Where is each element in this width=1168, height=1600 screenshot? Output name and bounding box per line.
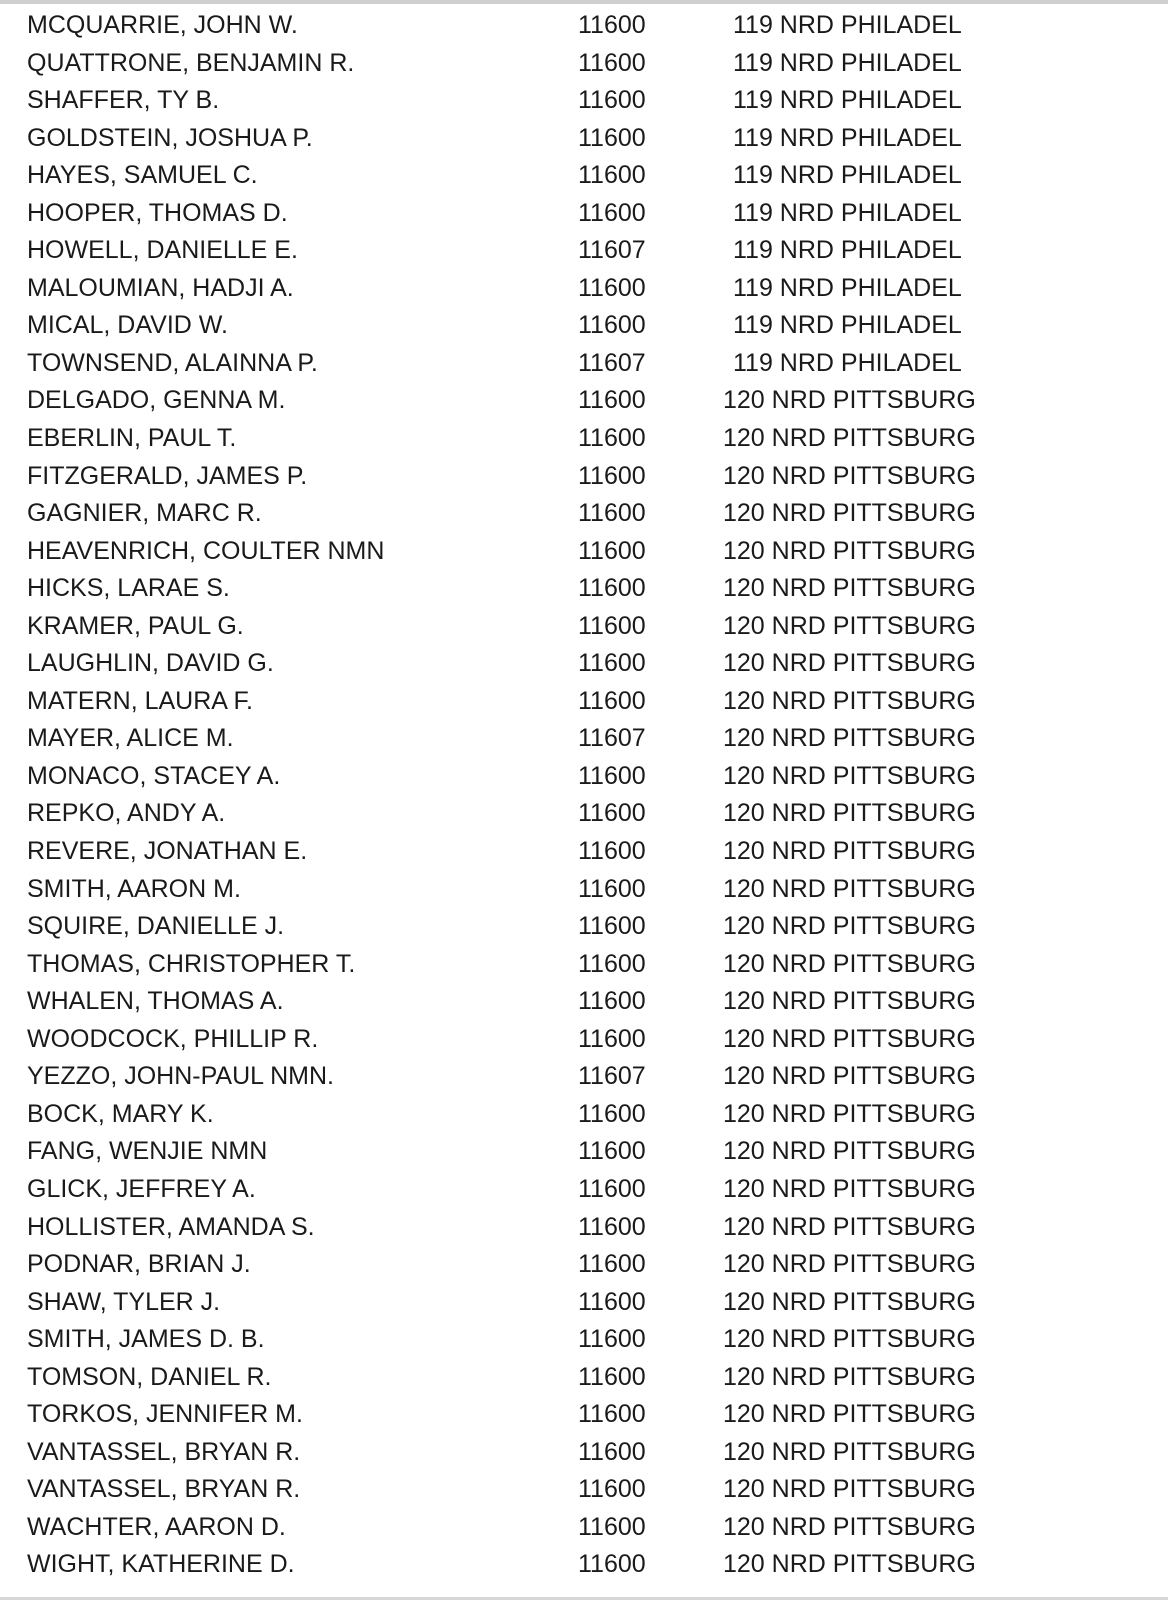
- roster-row: [0, 270, 1168, 308]
- member-name: BOCK, MARY K.: [27, 1099, 214, 1128]
- member-unit: 120 NRD PITTSBURG: [723, 1250, 976, 1279]
- member-unit: 119 NRD PHILADEL: [733, 236, 962, 265]
- roster-row: [0, 1096, 1168, 1134]
- member-unit: 120 NRD PITTSBURG: [723, 837, 976, 866]
- member-code: 11600: [578, 987, 646, 1016]
- member-name: DELGADO, GENNA M.: [27, 386, 286, 415]
- roster-row: [0, 1471, 1168, 1509]
- member-unit: 120 NRD PITTSBURG: [723, 1024, 976, 1053]
- member-name: GLICK, JEFFREY A.: [27, 1174, 256, 1203]
- member-name: GAGNIER, MARC R.: [27, 499, 262, 528]
- roster-row: [0, 7, 1168, 45]
- member-name: HAYES, SAMUEL C.: [27, 161, 258, 190]
- roster-row: [0, 382, 1168, 420]
- member-name: SHAFFER, TY B.: [27, 86, 220, 115]
- roster-row: [0, 645, 1168, 683]
- member-unit: 119 NRD PHILADEL: [733, 273, 962, 302]
- roster-row: [0, 608, 1168, 646]
- member-code: 11600: [578, 499, 646, 528]
- roster-row: [0, 1434, 1168, 1472]
- member-unit: 120 NRD PITTSBURG: [723, 987, 976, 1016]
- scan-top-edge: [0, 0, 1168, 4]
- member-code: 11600: [578, 611, 646, 640]
- member-unit: 120 NRD PITTSBURG: [723, 1512, 976, 1541]
- member-name: YEZZO, JOHN-PAUL NMN.: [27, 1062, 334, 1091]
- member-name: VANTASSEL, BRYAN R.: [27, 1475, 301, 1504]
- member-unit: 119 NRD PHILADEL: [733, 198, 962, 227]
- member-unit: 120 NRD PITTSBURG: [723, 1475, 976, 1504]
- member-name: HOLLISTER, AMANDA S.: [27, 1212, 315, 1241]
- roster-row: [0, 45, 1168, 83]
- roster-row: [0, 458, 1168, 496]
- member-unit: 119 NRD PHILADEL: [733, 48, 962, 77]
- member-code: 11607: [578, 236, 646, 265]
- member-name: WACHTER, AARON D.: [27, 1512, 286, 1541]
- roster-row: [0, 120, 1168, 158]
- member-code: 11600: [578, 123, 646, 152]
- member-name: HOOPER, THOMAS D.: [27, 198, 288, 227]
- member-name: WOODCOCK, PHILLIP R.: [27, 1024, 319, 1053]
- member-code: 11600: [578, 912, 646, 941]
- member-name: TOMSON, DANIEL R.: [27, 1362, 272, 1391]
- member-unit: 120 NRD PITTSBURG: [723, 1437, 976, 1466]
- member-code: 11600: [578, 311, 646, 340]
- roster-row: [0, 1284, 1168, 1322]
- member-unit: 119 NRD PHILADEL: [733, 161, 962, 190]
- member-unit: 119 NRD PHILADEL: [733, 11, 962, 39]
- member-unit: 120 NRD PITTSBURG: [723, 799, 976, 828]
- member-name: FITZGERALD, JAMES P.: [27, 461, 308, 490]
- member-name: HOWELL, DANIELLE E.: [27, 236, 298, 265]
- member-code: 11600: [578, 273, 646, 302]
- member-name: SQUIRE, DANIELLE J.: [27, 912, 285, 941]
- member-unit: 120 NRD PITTSBURG: [723, 1212, 976, 1241]
- roster-row: [0, 720, 1168, 758]
- member-code: 11600: [578, 161, 646, 190]
- member-code: 11600: [578, 198, 646, 227]
- member-name: PODNAR, BRIAN J.: [27, 1250, 251, 1279]
- member-code: 11600: [578, 1475, 646, 1504]
- member-unit: 120 NRD PITTSBURG: [723, 724, 976, 753]
- member-code: 11600: [578, 1362, 646, 1391]
- member-name: WIGHT, KATHERINE D.: [27, 1550, 295, 1579]
- member-name: TOWNSEND, ALAINNA P.: [27, 348, 318, 377]
- roster-row: [0, 683, 1168, 721]
- member-unit: 119 NRD PHILADEL: [733, 123, 962, 152]
- member-name: LAUGHLIN, DAVID G.: [27, 649, 274, 678]
- member-unit: 120 NRD PITTSBURG: [723, 1062, 976, 1091]
- member-name: HEAVENRICH, COULTER NMN: [27, 536, 385, 565]
- member-name: MONACO, STACEY A.: [27, 761, 281, 790]
- member-name: SHAW, TYLER J.: [27, 1287, 221, 1316]
- member-code: 11600: [578, 1400, 646, 1429]
- roster-row: [0, 495, 1168, 533]
- roster-row: [0, 1171, 1168, 1209]
- member-unit: 120 NRD PITTSBURG: [723, 386, 976, 415]
- member-code: 11600: [578, 761, 646, 790]
- member-code: 11600: [578, 424, 646, 453]
- member-code: 11600: [578, 949, 646, 978]
- roster-row: [0, 232, 1168, 270]
- member-code: 11600: [578, 1250, 646, 1279]
- member-unit: 120 NRD PITTSBURG: [723, 761, 976, 790]
- member-unit: 119 NRD PHILADEL: [733, 348, 962, 377]
- roster-row: [0, 1509, 1168, 1547]
- roster-row: [0, 570, 1168, 608]
- member-unit: 120 NRD PITTSBURG: [723, 1287, 976, 1316]
- roster-row: [0, 533, 1168, 571]
- member-code: 11600: [578, 1099, 646, 1128]
- member-unit: 120 NRD PITTSBURG: [723, 461, 976, 490]
- member-unit: 120 NRD PITTSBURG: [723, 686, 976, 715]
- member-code: 11600: [578, 874, 646, 903]
- roster-row: [0, 420, 1168, 458]
- member-unit: 120 NRD PITTSBURG: [723, 1099, 976, 1128]
- member-name: EBERLIN, PAUL T.: [27, 424, 237, 453]
- member-unit: 120 NRD PITTSBURG: [723, 424, 976, 453]
- member-name: SMITH, JAMES D. B.: [27, 1325, 265, 1354]
- member-code: 11600: [578, 386, 646, 415]
- member-name: MATERN, LAURA F.: [27, 686, 253, 715]
- roster-row: [0, 307, 1168, 345]
- roster-row: [0, 1021, 1168, 1059]
- member-unit: 120 NRD PITTSBURG: [723, 1550, 976, 1579]
- member-code: 11600: [578, 1325, 646, 1354]
- member-name: REVERE, JONATHAN E.: [27, 837, 308, 866]
- member-code: 11600: [578, 1437, 646, 1466]
- roster-row: [0, 1396, 1168, 1434]
- roster-row: [0, 946, 1168, 984]
- member-code: 11600: [578, 1024, 646, 1053]
- member-code: 11600: [578, 799, 646, 828]
- member-unit: 120 NRD PITTSBURG: [723, 1400, 976, 1429]
- member-name: THOMAS, CHRISTOPHER T.: [27, 949, 356, 978]
- member-name: SMITH, AARON M.: [27, 874, 241, 903]
- member-code: 11600: [578, 1512, 646, 1541]
- member-code: 11607: [578, 1062, 646, 1091]
- member-code: 11600: [578, 837, 646, 866]
- member-name: FANG, WENJIE NMN: [27, 1137, 268, 1166]
- roster-row: [0, 1209, 1168, 1247]
- roster-row: [0, 1058, 1168, 1096]
- member-unit: 119 NRD PHILADEL: [733, 86, 962, 115]
- member-unit: 120 NRD PITTSBURG: [723, 912, 976, 941]
- member-code: 11600: [578, 1287, 646, 1316]
- member-name: VANTASSEL, BRYAN R.: [27, 1437, 301, 1466]
- member-code: 11600: [578, 86, 646, 115]
- member-code: 11600: [578, 1550, 646, 1579]
- member-code: 11600: [578, 461, 646, 490]
- member-unit: 120 NRD PITTSBURG: [723, 536, 976, 565]
- member-code: 11600: [578, 686, 646, 715]
- member-code: 11600: [578, 1174, 646, 1203]
- roster-row: [0, 1546, 1168, 1584]
- member-code: 11600: [578, 536, 646, 565]
- member-name: REPKO, ANDY A.: [27, 799, 226, 828]
- member-unit: 120 NRD PITTSBURG: [723, 949, 976, 978]
- roster-row: [0, 833, 1168, 871]
- member-name: WHALEN, THOMAS A.: [27, 987, 284, 1016]
- roster-row: [0, 795, 1168, 833]
- roster-row: [0, 195, 1168, 233]
- member-name: MICAL, DAVID W.: [27, 311, 228, 340]
- roster-row: [0, 1359, 1168, 1397]
- member-name: KRAMER, PAUL G.: [27, 611, 244, 640]
- roster-row: [0, 345, 1168, 383]
- member-name: MAYER, ALICE M.: [27, 724, 234, 753]
- roster-row: [0, 82, 1168, 120]
- member-unit: 120 NRD PITTSBURG: [723, 1174, 976, 1203]
- roster-row: [0, 1321, 1168, 1359]
- member-name: QUATTRONE, BENJAMIN R.: [27, 48, 355, 77]
- member-code: 11600: [578, 649, 646, 678]
- member-code: 11600: [578, 1212, 646, 1241]
- member-unit: 120 NRD PITTSBURG: [723, 649, 976, 678]
- member-unit: 120 NRD PITTSBURG: [723, 1325, 976, 1354]
- member-code: 11600: [578, 1137, 646, 1166]
- roster-row: [0, 908, 1168, 946]
- roster-row: [0, 983, 1168, 1021]
- member-unit: 120 NRD PITTSBURG: [723, 574, 976, 603]
- roster-row: [0, 157, 1168, 195]
- member-code: 11607: [578, 348, 646, 377]
- member-code: 11600: [578, 48, 646, 77]
- roster-row: [0, 1133, 1168, 1171]
- member-code: 11600: [578, 11, 646, 39]
- member-unit: 120 NRD PITTSBURG: [723, 1362, 976, 1391]
- member-name: HICKS, LARAE S.: [27, 574, 230, 603]
- roster-list: [0, 7, 1168, 1584]
- roster-row: [0, 1246, 1168, 1284]
- member-name: TORKOS, JENNIFER M.: [27, 1400, 303, 1429]
- roster-row: [0, 871, 1168, 909]
- roster-row: [0, 758, 1168, 796]
- member-unit: 120 NRD PITTSBURG: [723, 1137, 976, 1166]
- member-name: MCQUARRIE, JOHN W.: [27, 11, 298, 39]
- member-unit: 120 NRD PITTSBURG: [723, 611, 976, 640]
- member-name: MALOUMIAN, HADJI A.: [27, 273, 294, 302]
- member-code: 11600: [578, 574, 646, 603]
- member-unit: 120 NRD PITTSBURG: [723, 499, 976, 528]
- member-unit: 120 NRD PITTSBURG: [723, 874, 976, 903]
- member-name: GOLDSTEIN, JOSHUA P.: [27, 123, 313, 152]
- member-code: 11607: [578, 724, 646, 753]
- member-unit: 119 NRD PHILADEL: [733, 311, 962, 340]
